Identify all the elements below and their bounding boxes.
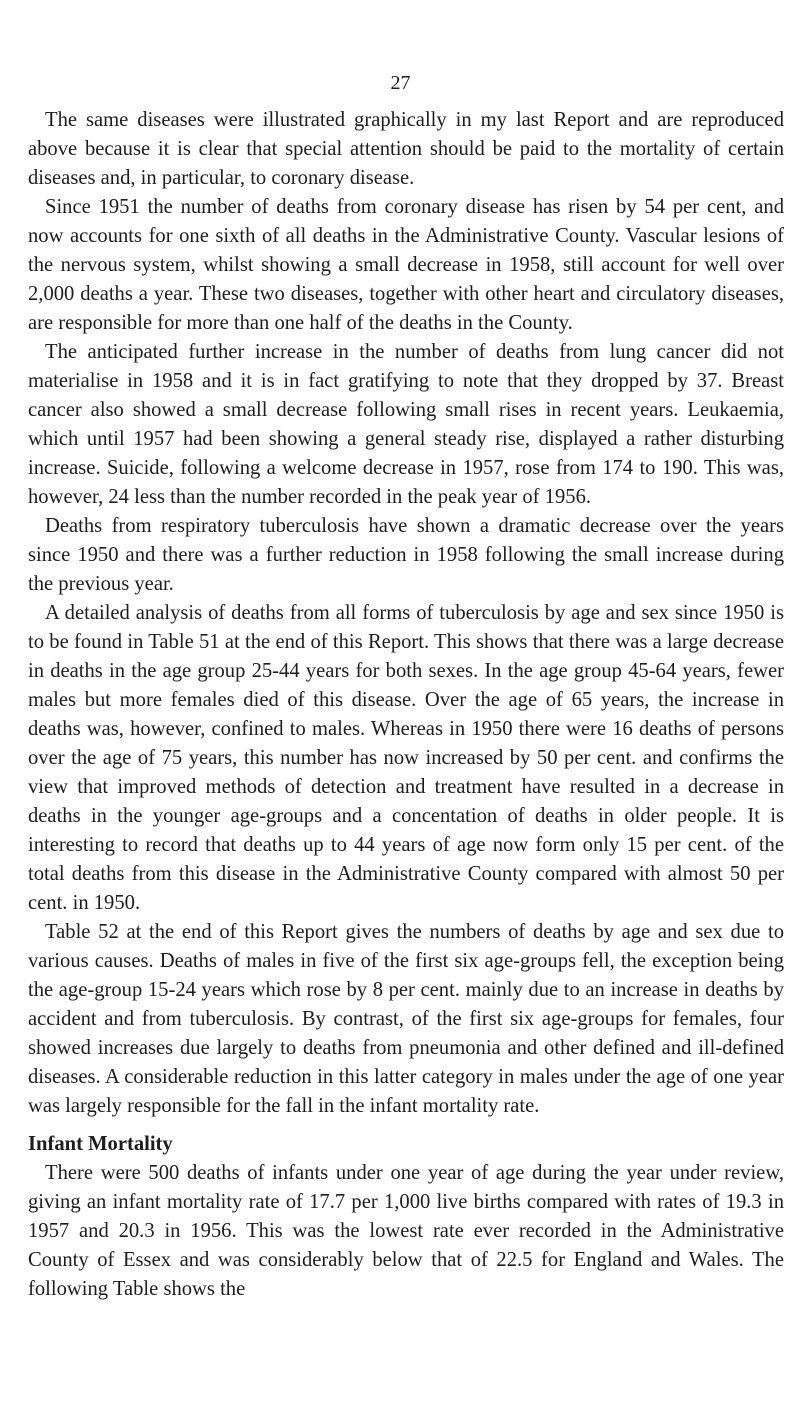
body-text — [28, 106, 784, 1304]
paragraph-coronary-disease: Since 1951 the number of deaths from coronary disease has risen by 54 per cent, and now accounts for one sixth of all deaths in the Administrative County. Vascular lesions of the nervous system, whilst showing a small decrease in 1958, still account for well over 2,000 deaths a year. These two diseases, together with other heart and circulatory diseases, are responsible for more than one half of the deaths in the County. — [28, 196, 784, 334]
paragraph-graphs-reproduced: The same diseases were illustrated graphically in my last Report and are reproduced above because it is clear that special attention should be paid to the mortality of certain diseases and, in particular, to coronary disease. — [28, 109, 784, 189]
paragraph-tuberculosis-analysis: A detailed analysis of deaths from all forms of tuberculosis by age and sex since 1950 is to be found in Table 51 at the end of this Report. This shows that there was a large decrease in deaths in the age group 25-44 years for both sexes. In the age group 45-64 years, fewer males but more females died of this disease. Over the age of 65 years, the increase in deaths was, however, confined to males. Whereas in 1950 there were 16 deaths of persons over the age of 75 years, this number has now increased by 50 per cent. and confirms the view that improved methods of detection and treatment have resulted in a decrease in deaths in the younger age-groups and a concentation of deaths in older people. It is interesting to record that deaths up to 44 years of age now form only 15 per cent. of the total deaths from this disease in the Administrative County compared with almost 50 per cent. in 1950. — [28, 602, 784, 914]
paragraph-lung-cancer: The anticipated further increase in the number of deaths from lung cancer did not materialise in 1958 and it is in fact gratifying to note that they dropped by 37. Breast cancer also showed a small decrease following small rises in recent years. Leukaemia, which until 1957 had been showing a general steady rise, displayed a rather disturbing increase. Suicide, following a welcome decrease in 1957, rose from 174 to 190. This was, however, 24 less than the number recorded in the peak year of 1956. — [28, 341, 784, 508]
section-heading-infant-mortality: Infant Mortality — [28, 1133, 173, 1155]
paragraph-respiratory-tuberculosis: Deaths from respiratory tuberculosis have shown a dramatic decrease over the years since 1950 and there was a further reduction in 1958 following the small increase during the previous year. — [28, 515, 784, 595]
paragraph-infant-mortality: There were 500 deaths of infants under one year of age during the year under review, giving an infant mortality rate of 17.7 per 1,000 live births compared with rates of 19.3 in 1957 and 20.3 in 1956. This was the lowest rate ever recorded in the Administrative County of Essex and was considerably below that of 22.5 for England and Wales. The following Table shows the — [28, 1162, 784, 1300]
page-number: 27 — [390, 72, 411, 94]
paragraph-table-52: Table 52 at the end of this Report gives the numbers of deaths by age and sex due to various causes. Deaths of males in five of the first six age-groups fell, the exception being the age-group 15-24 years which rose by 8 per cent. mainly due to an increase in deaths by accident and from tuberculosis. By contrast, of the first six age-groups for females, four showed increases due largely to deaths from pneumonia and other defined and ill-defined diseases. A considerable reduction in this latter category in males under the age of one year was largely responsible for the fall in the infant mortality rate. — [28, 921, 784, 1117]
